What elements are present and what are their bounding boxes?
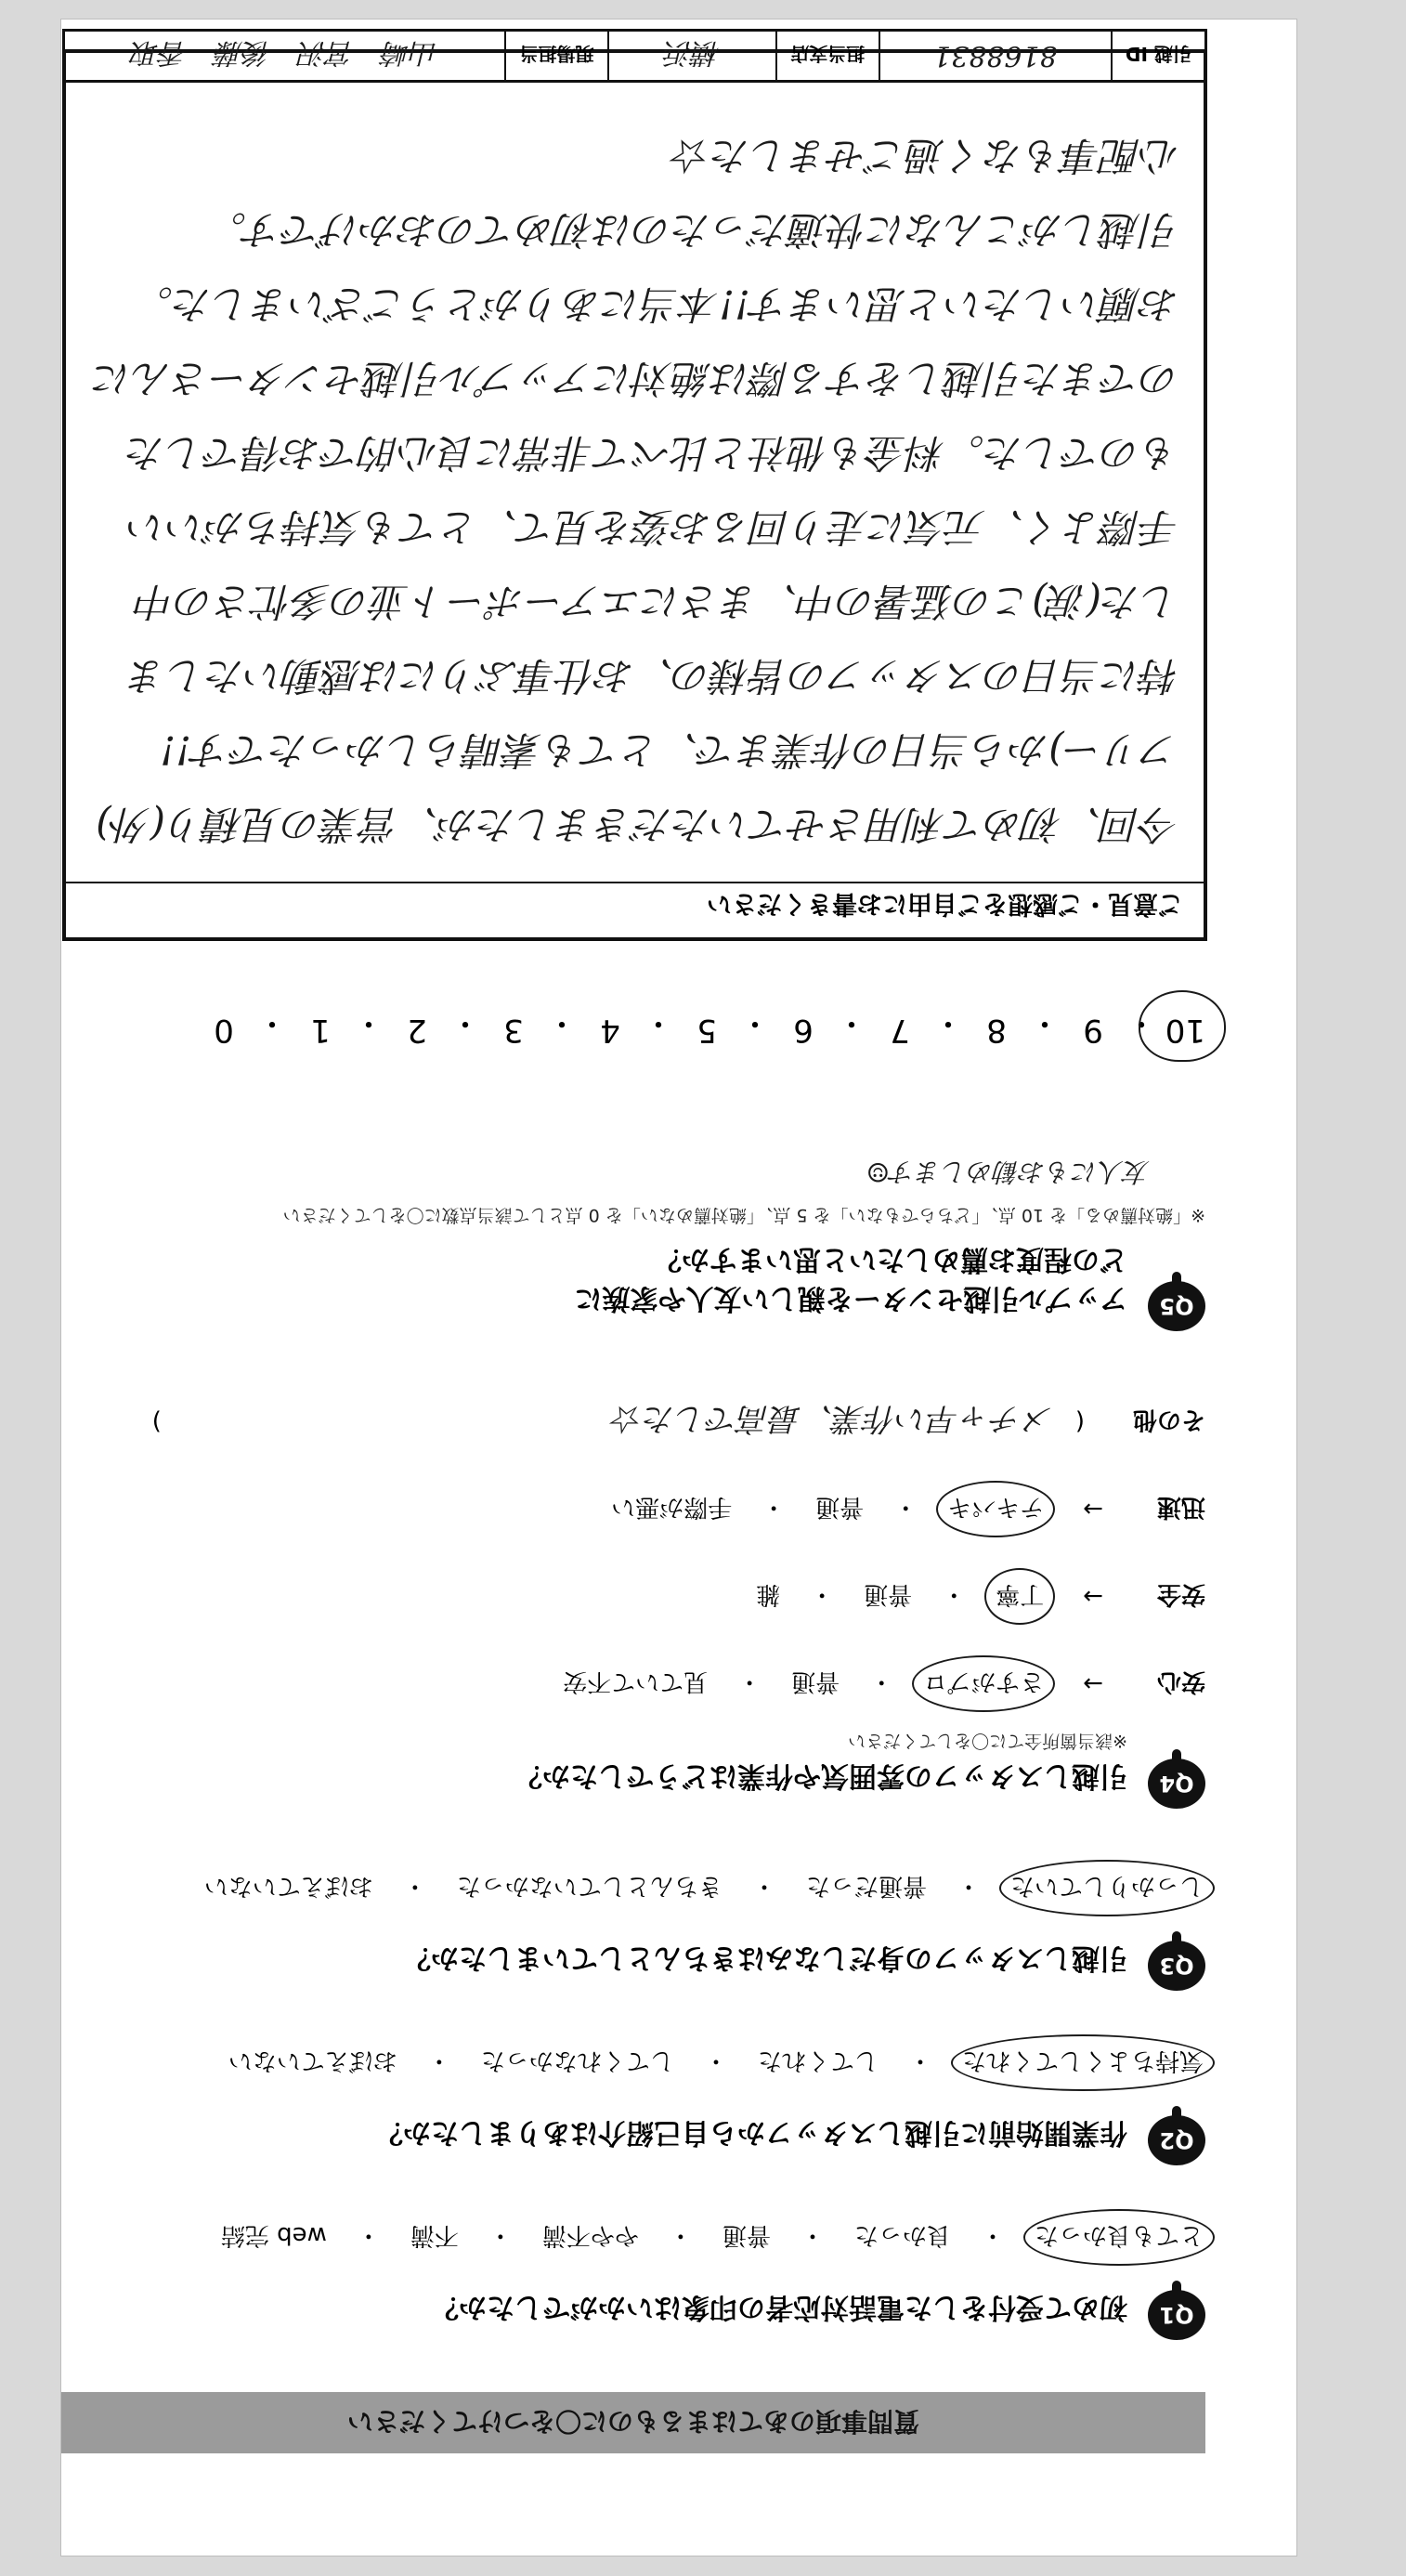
move-id-label: 引越 ID — [1111, 32, 1204, 80]
q4-row-speed: 迅速 → テキパキ ・ 普通 ・ 手際が悪い — [609, 1490, 1205, 1528]
q4-option-normal[interactable]: 普通 — [791, 1667, 840, 1695]
q5-score-6[interactable]: 6 — [793, 1012, 814, 1049]
q5-score-1[interactable]: 1 — [310, 1012, 331, 1049]
q1-option-good[interactable]: 良かった — [853, 2221, 951, 2249]
q2-option-did[interactable]: してくれた — [757, 2046, 879, 2074]
q5-score-3[interactable]: 3 — [503, 1012, 524, 1049]
staff-value: 山崎 宮沢 後藤 香取 — [131, 36, 438, 69]
q2-options: 気持ちよくしてくれた ・ してくれた ・ してくれなかった ・ おぼえていない — [227, 2044, 1205, 2082]
q2-text: 作業開始前に引越しスタッフから自己紹介はありましたか？ — [375, 2116, 1127, 2149]
q2-option-did-not[interactable]: してくれなかった — [480, 2046, 674, 2074]
q1-option-web[interactable]: web 完結 — [220, 2221, 327, 2249]
q4-option-rough[interactable]: 雑 — [756, 1580, 781, 1608]
q4-option-brisk[interactable]: テキパキ — [945, 1490, 1046, 1528]
comment-line: ものでした。料金も他社と比べて非常に良心的でお得でした — [125, 430, 1179, 476]
q5-score-4[interactable]: 4 — [600, 1012, 620, 1049]
comment-line: 特に当日のスタッフの皆様の、お仕事ぶりには感動いたしま — [127, 653, 1179, 699]
q3-option-normal[interactable]: 普通だった — [805, 1872, 927, 1900]
comment-line: 心配事もなく過ごせました☆ — [671, 133, 1179, 178]
comment-line: フリー)から当日の作業まで、とても素晴らしかったです!! — [160, 727, 1179, 773]
q4-row-label: 安心 — [1156, 1667, 1205, 1695]
q5-score-8[interactable]: 8 — [986, 1012, 1007, 1049]
q4-row-label: 安全 — [1156, 1580, 1205, 1608]
q1-option-very-good[interactable]: とても良かった — [1033, 2218, 1205, 2256]
q4-row-reassurance: 安心 → さすがプロ ・ 普通 ・ 見ていて不安 — [561, 1665, 1205, 1703]
q3-option-not-neat[interactable]: きちんとしていなかった — [456, 1872, 723, 1900]
q1-option-dissatisfied[interactable]: 不満 — [410, 2221, 459, 2249]
q2-option-pleasant[interactable]: 気持ちよくしてくれた — [960, 2044, 1205, 2082]
q4-other-answer[interactable]: メチャ早い作業、最高でした☆ — [611, 1400, 1053, 1437]
q3-text: 引越しスタッフの身だしなみはきちんとしていましたか？ — [403, 1942, 1127, 1974]
q1-option-somewhat-dissatisfied[interactable]: やや不満 — [541, 2221, 639, 2249]
comment-line: のでまた引越しをする際は絶対にアップル引越センターさんに — [93, 356, 1179, 401]
q4-note: ※該当箇所全てに〇をしてください — [848, 1731, 1127, 1751]
comments-divider — [66, 882, 1204, 883]
branch-value: 横浜 — [607, 32, 775, 80]
q4-badge: Q4 — [1148, 1759, 1205, 1809]
q5-score-9[interactable]: 9 — [1083, 1012, 1103, 1049]
comment-line: した(涙)この猛暑の中、まさにエアーポート並の多忙さの中 — [136, 579, 1179, 624]
staff-label: 現場担当 — [504, 32, 607, 80]
q4-option-clumsy[interactable]: 手際が悪い — [611, 1493, 733, 1521]
q1-options: とても良かった ・ 良かった ・ 普通 ・ やや不満 ・ 不満 ・ web 完結 — [219, 2218, 1205, 2256]
q1-badge: Q1 — [1148, 2290, 1205, 2340]
question-5 — [91, 1145, 1205, 1331]
q4-row-safety: 安全 → 丁寧 ・ 普通 ・ 雑 — [754, 1577, 1205, 1615]
q4-option-normal[interactable]: 普通 — [815, 1493, 865, 1521]
comments-text — [84, 118, 1179, 861]
q4-option-uneasy[interactable]: 見ていて不安 — [563, 1667, 709, 1695]
header-table — [62, 29, 1207, 83]
survey-paper — [61, 20, 1296, 2556]
q3-option-neat[interactable]: しっかりしていた — [1009, 1869, 1205, 1907]
q4-other-label: その他 — [1132, 1406, 1205, 1433]
q5-score-7[interactable]: 7 — [890, 1012, 910, 1049]
q5-text-line1: アップル引越センターを親しい友人や家族に — [574, 1282, 1127, 1314]
q5-score-0[interactable]: 0 — [214, 1012, 234, 1049]
q4-option-pro[interactable]: さすがプロ — [921, 1665, 1046, 1703]
q5-score-scale: 10 ・ 9 ・ 8 ・ 7 ・ 6 ・ 5 ・ 4 ・ 3 ・ 2 ・ 1 ・ 0 — [208, 1003, 1205, 1049]
q1-option-normal[interactable]: 普通 — [722, 2221, 771, 2249]
q5-score-5[interactable]: 5 — [696, 1012, 717, 1049]
q4-option-careful[interactable]: 丁寧 — [994, 1577, 1046, 1615]
q5-handwritten-note: 友人にもお勧めします☺ — [866, 1157, 1150, 1187]
q2-badge: Q2 — [1148, 2115, 1205, 2165]
q3-options: しっかりしていた ・ 普通だった ・ きちんとしていなかった ・ おぼえていない — [202, 1869, 1205, 1907]
move-id-value: 8168831 — [879, 32, 1111, 80]
q4-row-other: その他 ( メチャ早い作業、最高でした☆ ) — [91, 1399, 1205, 1445]
comments-box[interactable] — [62, 49, 1207, 941]
comment-line: 今回、初めて利用させていただきましたが、営業の見積り(外) — [96, 802, 1179, 847]
q4-text: 引越しスタッフの雰囲気や作業はどうでしたか？ — [514, 1759, 1127, 1792]
q3-badge: Q3 — [1148, 1941, 1205, 1991]
comment-line: 手際よく、元気に走り回るお姿を見て、とても気持ちがいい — [127, 504, 1179, 550]
comments-label: ご意見・ご感想をご自由にお書きください — [707, 889, 1183, 918]
instructions-banner: 質問事項のあてはまるものに〇をつけてください — [61, 2392, 1205, 2453]
q4-option-normal[interactable]: 普通 — [864, 1580, 913, 1608]
branch-label: 担当支店 — [775, 32, 879, 80]
comment-line: お願いしたいと思います!!本当にありがとうございました。 — [134, 281, 1179, 327]
q4-row-label: 迅速 — [1156, 1493, 1205, 1521]
q3-option-dont-remember[interactable]: おぼえていない — [203, 1872, 373, 1900]
comment-line: 引越しがこんなに快適だったのは初めてのおかげです。 — [207, 207, 1179, 253]
q5-score-2[interactable]: 2 — [407, 1012, 427, 1049]
q1-text: 初めて受付をした電話対応者の印象はいかがでしたか？ — [431, 2291, 1127, 2323]
q5-text-line2: どの程度お薦めしたいと思いますか？ — [654, 1243, 1127, 1275]
q5-score-10[interactable]: 10 — [1174, 1003, 1205, 1049]
q2-option-dont-remember[interactable]: おぼえていない — [228, 2046, 397, 2074]
q5-badge: Q5 — [1148, 1281, 1205, 1331]
q5-note: ※「絶対薦める」を 10 点、「どちらでもない」を 5 点、「絶対薦めない」を 0 点として該当点数に〇をしてください — [282, 1205, 1205, 1225]
